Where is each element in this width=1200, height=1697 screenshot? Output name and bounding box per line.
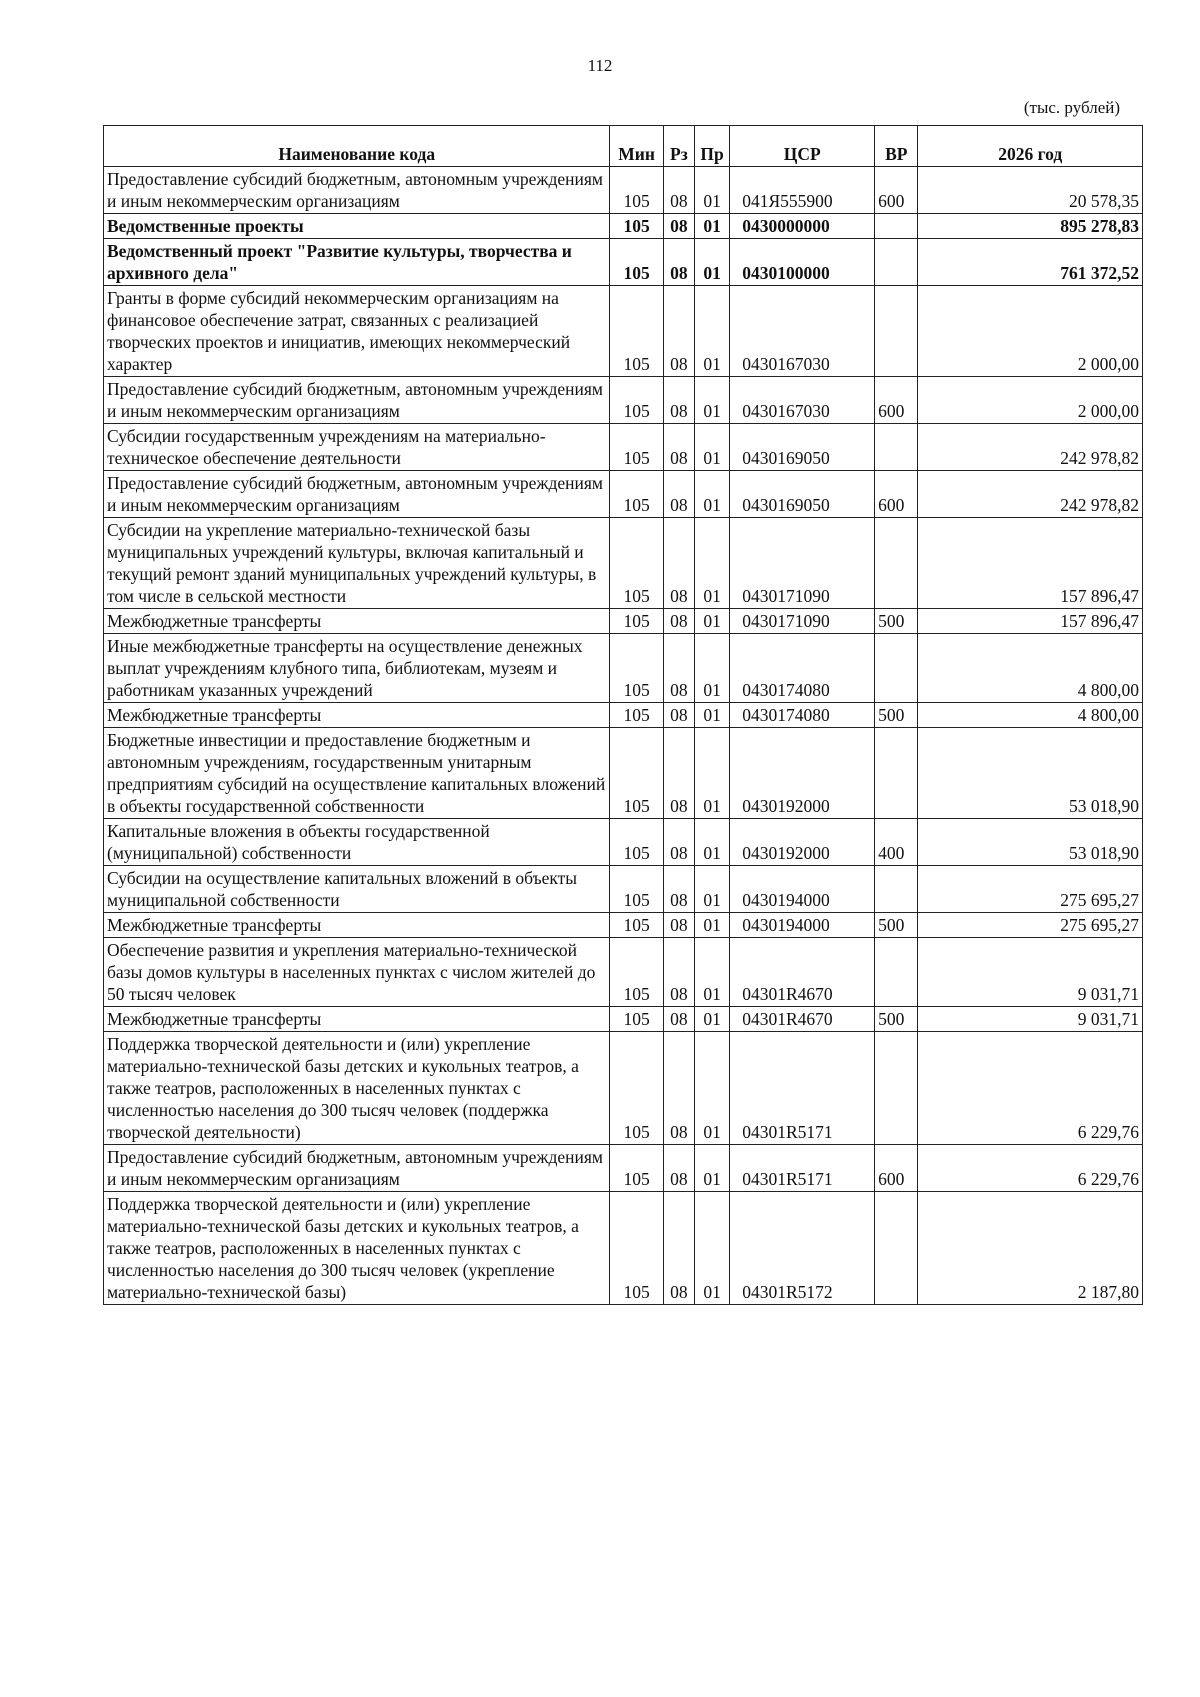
budget-table: [103, 125, 1143, 1305]
table-row: [104, 167, 1143, 214]
cell-vr: [875, 518, 918, 609]
cell-min: 105: [610, 471, 663, 518]
table-row: [104, 1032, 1143, 1145]
cell-min: 105: [610, 728, 663, 819]
cell-pr: 01: [694, 1007, 729, 1032]
cell-csr: 0430174080: [730, 703, 875, 728]
cell-name: Предоставление субсидий бюджетным, автономным учреждениям и иным некоммерческим организациям: [104, 471, 610, 518]
table-row: [104, 1145, 1143, 1192]
cell-csr: 0430167030: [730, 286, 875, 377]
cell-sum: 242 978,82: [918, 471, 1143, 518]
cell-csr: 0430169050: [730, 471, 875, 518]
cell-csr: 0430194000: [730, 913, 875, 938]
cell-csr: 0430192000: [730, 728, 875, 819]
table-header-row: [104, 126, 1143, 167]
cell-sum: 9 031,71: [918, 1007, 1143, 1032]
cell-rz: 08: [663, 703, 694, 728]
cell-sum: 4 800,00: [918, 703, 1143, 728]
table-row: [104, 819, 1143, 866]
cell-sum: 53 018,90: [918, 819, 1143, 866]
cell-pr: 01: [694, 609, 729, 634]
cell-min: 105: [610, 424, 663, 471]
cell-sum: 157 896,47: [918, 518, 1143, 609]
cell-sum: 275 695,27: [918, 913, 1143, 938]
cell-csr: 0430171090: [730, 609, 875, 634]
cell-vr: 600: [875, 1145, 918, 1192]
cell-sum: 157 896,47: [918, 609, 1143, 634]
cell-sum: 4 800,00: [918, 634, 1143, 703]
cell-pr: 01: [694, 1192, 729, 1305]
cell-min: 105: [610, 214, 663, 239]
cell-name: Субсидии государственным учреждениям на материально-техническое обеспечение деятельности: [104, 424, 610, 471]
cell-rz: 08: [663, 1145, 694, 1192]
header-name: Наименование кода: [104, 126, 610, 167]
table-row: [104, 518, 1143, 609]
cell-sum: 2 000,00: [918, 286, 1143, 377]
cell-vr: [875, 634, 918, 703]
cell-min: 105: [610, 286, 663, 377]
cell-vr: [875, 938, 918, 1007]
cell-rz: 08: [663, 634, 694, 703]
table-row: [104, 424, 1143, 471]
cell-min: 105: [610, 609, 663, 634]
cell-name: Гранты в форме субсидий некоммерческим организациям на финансовое обеспечение затрат, связанных с реализацией творческих проектов и инициатив, имеющих некоммерческий характер: [104, 286, 610, 377]
cell-min: 105: [610, 518, 663, 609]
cell-vr: 500: [875, 913, 918, 938]
cell-csr: 0430000000: [730, 214, 875, 239]
cell-csr: 0430192000: [730, 819, 875, 866]
cell-rz: 08: [663, 167, 694, 214]
cell-pr: 01: [694, 286, 729, 377]
cell-name: Межбюджетные трансферты: [104, 703, 610, 728]
cell-min: 105: [610, 913, 663, 938]
cell-csr: 0430167030: [730, 377, 875, 424]
cell-vr: 500: [875, 703, 918, 728]
cell-pr: 01: [694, 424, 729, 471]
cell-pr: 01: [694, 913, 729, 938]
cell-vr: [875, 1192, 918, 1305]
cell-min: 105: [610, 1032, 663, 1145]
cell-rz: 08: [663, 938, 694, 1007]
table-row: [104, 214, 1143, 239]
cell-pr: 01: [694, 1032, 729, 1145]
cell-name: Предоставление субсидий бюджетным, автономным учреждениям и иным некоммерческим организациям: [104, 377, 610, 424]
cell-name: Бюджетные инвестиции и предоставление бюджетным и автономным учреждениям, государственным унитарным предприятиям субсидий на осуществление капитальных вложений в объекты государственной собственности: [104, 728, 610, 819]
table-row: [104, 377, 1143, 424]
table-row: [104, 1007, 1143, 1032]
cell-pr: 01: [694, 938, 729, 1007]
cell-sum: 9 031,71: [918, 938, 1143, 1007]
cell-rz: 08: [663, 214, 694, 239]
table-row: [104, 866, 1143, 913]
cell-name: Межбюджетные трансферты: [104, 913, 610, 938]
table-row: [104, 609, 1143, 634]
cell-min: 105: [610, 819, 663, 866]
cell-vr: 600: [875, 471, 918, 518]
cell-pr: 01: [694, 167, 729, 214]
cell-min: 105: [610, 634, 663, 703]
cell-vr: [875, 424, 918, 471]
table-row: [104, 286, 1143, 377]
cell-pr: 01: [694, 728, 729, 819]
cell-name: Ведомственный проект "Развитие культуры, творчества и архивного дела": [104, 239, 610, 286]
cell-vr: [875, 1032, 918, 1145]
table-row: [104, 938, 1143, 1007]
cell-vr: [875, 239, 918, 286]
cell-pr: 01: [694, 518, 729, 609]
cell-pr: 01: [694, 239, 729, 286]
cell-pr: 01: [694, 1145, 729, 1192]
cell-min: 105: [610, 1192, 663, 1305]
cell-name: Субсидии на осуществление капитальных вложений в объекты муниципальной собственности: [104, 866, 610, 913]
cell-rz: 08: [663, 286, 694, 377]
cell-sum: 20 578,35: [918, 167, 1143, 214]
cell-name: Обеспечение развития и укрепления материально-технической базы домов культуры в населенных пунктах с числом жителей до 50 тысяч человек: [104, 938, 610, 1007]
cell-rz: 08: [663, 1007, 694, 1032]
cell-sum: 242 978,82: [918, 424, 1143, 471]
table-row: [104, 239, 1143, 286]
header-pr: Пр: [694, 126, 729, 167]
cell-csr: 0430171090: [730, 518, 875, 609]
cell-rz: 08: [663, 728, 694, 819]
cell-name: Межбюджетные трансферты: [104, 609, 610, 634]
cell-sum: 2 000,00: [918, 377, 1143, 424]
cell-min: 105: [610, 938, 663, 1007]
cell-csr: 04301R4670: [730, 1007, 875, 1032]
cell-pr: 01: [694, 866, 729, 913]
cell-vr: [875, 286, 918, 377]
cell-csr: 04301R5172: [730, 1192, 875, 1305]
cell-csr: 0430194000: [730, 866, 875, 913]
cell-pr: 01: [694, 377, 729, 424]
cell-vr: [875, 866, 918, 913]
cell-min: 105: [610, 866, 663, 913]
cell-rz: 08: [663, 1032, 694, 1145]
cell-name: Субсидии на укрепление материально-технической базы муниципальных учреждений культуры, включая капитальный и текущий ремонт зданий муниципальных учреждений культуры, в том числе в сельской местности: [104, 518, 610, 609]
cell-rz: 08: [663, 913, 694, 938]
cell-rz: 08: [663, 1192, 694, 1305]
cell-name: Предоставление субсидий бюджетным, автономным учреждениям и иным некоммерческим организациям: [104, 167, 610, 214]
cell-vr: 400: [875, 819, 918, 866]
table-row: [104, 728, 1143, 819]
cell-name: Ведомственные проекты: [104, 214, 610, 239]
cell-vr: 500: [875, 1007, 918, 1032]
cell-csr: 041Я555900: [730, 167, 875, 214]
header-vr: ВР: [875, 126, 918, 167]
header-sum: 2026 год: [918, 126, 1143, 167]
cell-csr: 04301R4670: [730, 938, 875, 1007]
units-label: (тыс. рублей): [1023, 98, 1120, 117]
cell-rz: 08: [663, 377, 694, 424]
table-row: [104, 634, 1143, 703]
cell-sum: 6 229,76: [918, 1032, 1143, 1145]
cell-rz: 08: [663, 866, 694, 913]
cell-csr: 0430169050: [730, 424, 875, 471]
table-body: [104, 167, 1143, 1305]
cell-vr: 500: [875, 609, 918, 634]
cell-sum: 53 018,90: [918, 728, 1143, 819]
cell-sum: 275 695,27: [918, 866, 1143, 913]
cell-csr: 0430100000: [730, 239, 875, 286]
cell-sum: 895 278,83: [918, 214, 1143, 239]
cell-pr: 01: [694, 634, 729, 703]
cell-vr: [875, 214, 918, 239]
table-row: [104, 913, 1143, 938]
cell-csr: 04301R5171: [730, 1145, 875, 1192]
header-csr: ЦСР: [730, 126, 875, 167]
cell-rz: 08: [663, 424, 694, 471]
cell-name: Межбюджетные трансферты: [104, 1007, 610, 1032]
cell-csr: 0430174080: [730, 634, 875, 703]
cell-min: 105: [610, 703, 663, 728]
cell-rz: 08: [663, 518, 694, 609]
cell-min: 105: [610, 1145, 663, 1192]
header-rz: Рз: [663, 126, 694, 167]
cell-pr: 01: [694, 819, 729, 866]
cell-name: Предоставление субсидий бюджетным, автономным учреждениям и иным некоммерческим организациям: [104, 1145, 610, 1192]
page-number: 112: [587, 56, 613, 75]
cell-rz: 08: [663, 609, 694, 634]
cell-sum: 2 187,80: [918, 1192, 1143, 1305]
cell-name: Капитальные вложения в объекты государственной (муниципальной) собственности: [104, 819, 610, 866]
cell-csr: 04301R5171: [730, 1032, 875, 1145]
cell-pr: 01: [694, 214, 729, 239]
cell-name: Иные межбюджетные трансферты на осуществление денежных выплат учреждениям клубного типа, библиотекам, музеям и работникам указанных учреждений: [104, 634, 610, 703]
cell-vr: [875, 728, 918, 819]
cell-name: Поддержка творческой деятельности и (или) укрепление материально-технической базы детских и кукольных театров, а также театров, расположенных в населенных пунктах с численностью населения до 300 тысяч человек (поддержка творческой деятельности): [104, 1032, 610, 1145]
cell-min: 105: [610, 167, 663, 214]
cell-pr: 01: [694, 471, 729, 518]
cell-vr: 600: [875, 377, 918, 424]
cell-sum: 6 229,76: [918, 1145, 1143, 1192]
table-row: [104, 471, 1143, 518]
cell-vr: 600: [875, 167, 918, 214]
cell-rz: 08: [663, 819, 694, 866]
cell-rz: 08: [663, 239, 694, 286]
table-row: [104, 703, 1143, 728]
cell-min: 105: [610, 377, 663, 424]
cell-sum: 761 372,52: [918, 239, 1143, 286]
header-min: Мин: [610, 126, 663, 167]
table-row: [104, 1192, 1143, 1305]
cell-rz: 08: [663, 471, 694, 518]
cell-pr: 01: [694, 703, 729, 728]
cell-name: Поддержка творческой деятельности и (или) укрепление материально-технической базы детских и кукольных театров, а также театров, расположенных в населенных пунктах с численностью населения до 300 тысяч человек (укрепление материально-технической базы): [104, 1192, 610, 1305]
cell-min: 105: [610, 1007, 663, 1032]
cell-min: 105: [610, 239, 663, 286]
